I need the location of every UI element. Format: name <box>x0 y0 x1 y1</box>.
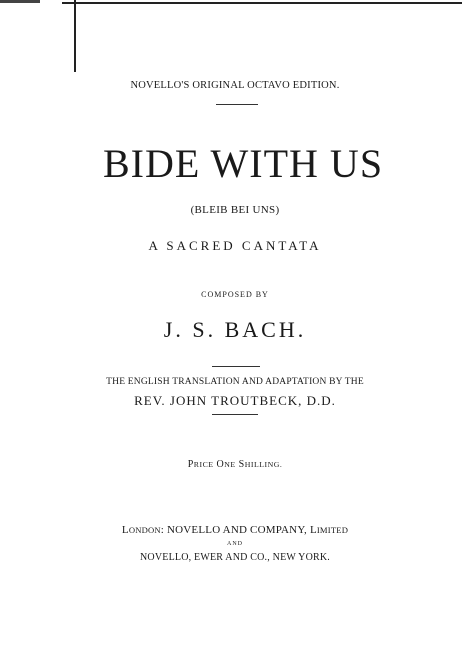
divider-rule-3 <box>212 414 258 415</box>
divider-rule-1 <box>216 104 258 105</box>
publisher-city-cap: L <box>121 524 129 536</box>
price-cap-2: O <box>216 459 225 470</box>
corner-mark <box>0 0 40 3</box>
divider-rule-2 <box>212 366 260 367</box>
translation-line: THE ENGLISH TRANSLATION AND ADAPTATION BY THE <box>106 377 364 387</box>
publisher-limited-rest: IMITED <box>316 525 349 535</box>
price-rest-1: RICE <box>193 460 214 469</box>
translator-name: REV. JOHN TROUTBECK, D.D. <box>134 393 336 408</box>
price-cap-1: P <box>187 459 194 470</box>
left-border-rule <box>74 0 76 72</box>
cantata-subtitle: (BLEIB BEI UNS) <box>190 204 280 216</box>
edition-line: NOVELLO'S ORIGINAL OCTAVO EDITION. <box>130 80 340 91</box>
price-line <box>0 459 470 470</box>
publisher-line <box>0 524 470 536</box>
publisher-limited-cap: L <box>309 524 317 536</box>
cantata-title: BIDE WITH US <box>102 141 384 186</box>
composed-by-label: COMPOSED BY <box>201 290 269 299</box>
cantata-description: A SACRED CANTATA <box>148 238 322 253</box>
publisher-name: : NOVELLO AND COMPANY, <box>160 524 310 536</box>
price-cap-3: S <box>238 459 245 470</box>
price-rest-2: NE <box>224 460 236 469</box>
publisher-second-line: NOVELLO, EWER AND CO., NEW YORK. <box>140 552 330 563</box>
composer-name: J. S. BACH. <box>163 317 307 342</box>
publisher-city-rest: ONDON <box>128 525 161 535</box>
publisher-and: AND <box>227 541 243 547</box>
price-rest-3: HILLING. <box>244 460 283 469</box>
top-border-rule <box>62 2 462 4</box>
